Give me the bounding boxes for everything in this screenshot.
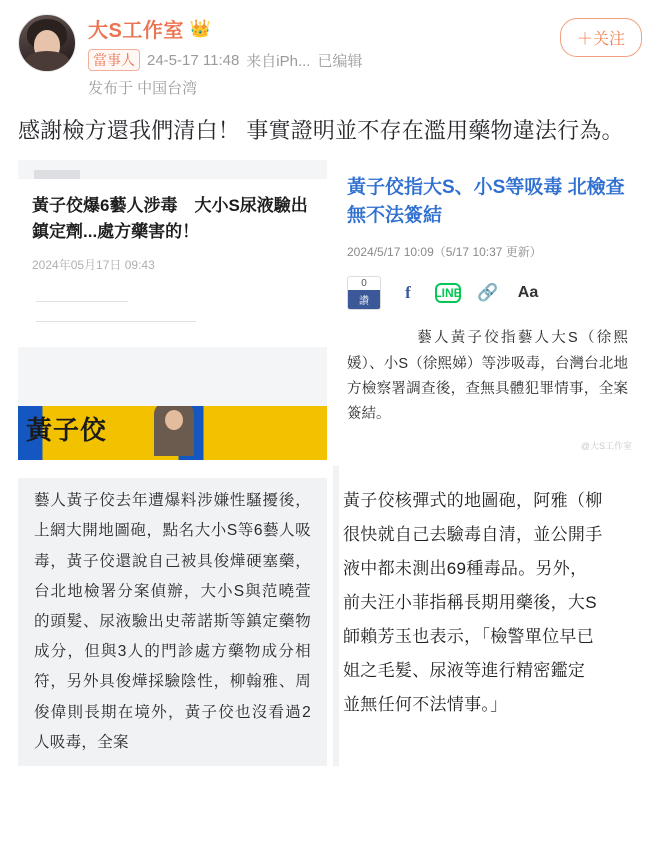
news2-body <box>347 326 628 428</box>
post-header <box>0 0 660 98</box>
news1-placeholder-bar <box>34 170 80 179</box>
news1-banner-person <box>154 406 194 456</box>
post-timestamp: 24-5-17 11:48 <box>147 51 240 69</box>
image-news-card-1[interactable] <box>18 160 327 460</box>
follow-button[interactable]: ＋关注 <box>560 18 642 57</box>
news1-date: 2024年05月17日 09:43 <box>18 256 327 287</box>
crown-icon: 👑 <box>189 18 212 38</box>
news3-top-divider <box>18 466 327 478</box>
facebook-like-button[interactable] <box>347 276 381 310</box>
news4-line: 黃子佼核彈式的地圖砲，阿雅（柳 <box>343 491 603 511</box>
post-image-grid <box>0 160 660 766</box>
line-icon[interactable]: LINE <box>435 283 461 303</box>
news4-body <box>333 484 642 722</box>
news2-title: 黃子佼指大S、小S等吸毒 北檢查無不法簽結 <box>347 177 625 226</box>
news4-line: 師賴芳玉也表示，「檢警單位早已 <box>343 627 594 647</box>
news3-body: 藝人黃子佼去年遭爆料涉嫌性騷擾後，上網大開地圖砲，點名大小S等6藝人吸毒，黃子佼還說自己被具俊燁硬塞藥，台北地檢署分案偵辦，大小S與范曉萱的頭髮、尿液驗出史蒂諾斯等鎮定藥物成分，但與3人的門診處方藥物成分相符，另外具俊燁採驗陰性，柳翰雅、周俊偉則長期在境外，黃子佼也沒看過2人吸毒，全案 <box>34 492 311 751</box>
username-row <box>88 14 560 42</box>
news2-watermark: @大S工作室 <box>580 441 632 452</box>
news4-line: 姐之毛髮、尿液等進行精密鑑定 <box>343 661 586 681</box>
username[interactable]: 大S工作室 <box>88 19 184 42</box>
news4-line: 並無任何不法情事。」 <box>343 695 508 715</box>
news4-left-stripe <box>333 466 339 766</box>
news2-timestamp: 2024/5/17 10:09（5/17 10:37 更新） <box>347 245 542 260</box>
like-label: 讚 <box>348 290 380 309</box>
avatar[interactable] <box>18 14 76 72</box>
avatar-body <box>25 51 69 71</box>
news1-banner <box>18 406 327 460</box>
like-count: 0 <box>361 278 367 290</box>
news4-line: 液中都未測出69種毒品。另外， <box>343 559 588 579</box>
news2-share-bar <box>347 276 628 310</box>
news1-body-placeholder <box>18 287 327 347</box>
post-content-text: 感謝檢方還我們清白！ 事實證明並不存在濫用藥物違法行為。 <box>18 118 624 143</box>
post-meta-row <box>88 49 560 71</box>
post-source: 来自iPh... <box>246 52 311 70</box>
facebook-icon[interactable]: f <box>405 283 411 303</box>
news2-body-text: 藝人黃子佼指藝人大S（徐熙媛）、小S（徐熙娣）等涉吸毒，台灣台北地方檢察署調查後，查無具體犯罪情事，全案簽結。 <box>347 330 628 423</box>
news1-headline: 黃子佼爆6藝人涉毒 大小S尿液驗出鎮定劑...處方藥害的！ <box>18 179 327 256</box>
party-badge[interactable]: 當事人 <box>88 49 140 71</box>
post-location: 发布于 中国台湾 <box>88 80 198 97</box>
post-edited-flag: 已编辑 <box>317 52 363 70</box>
header-details <box>76 14 560 98</box>
link-icon[interactable]: 🔗 <box>477 283 499 303</box>
image-news-card-4[interactable] <box>333 466 642 766</box>
news4-line: 很快就自己去驗毒自清，並公開手 <box>343 525 603 545</box>
image-news-card-2[interactable] <box>333 160 642 460</box>
news4-line: 前夫汪小菲指稱長期用藥後，大S <box>343 593 597 613</box>
news1-banner-text: 黃子佼 <box>26 415 108 446</box>
image-news-card-3[interactable] <box>18 466 327 766</box>
font-size-icon[interactable]: Aa <box>517 284 539 302</box>
